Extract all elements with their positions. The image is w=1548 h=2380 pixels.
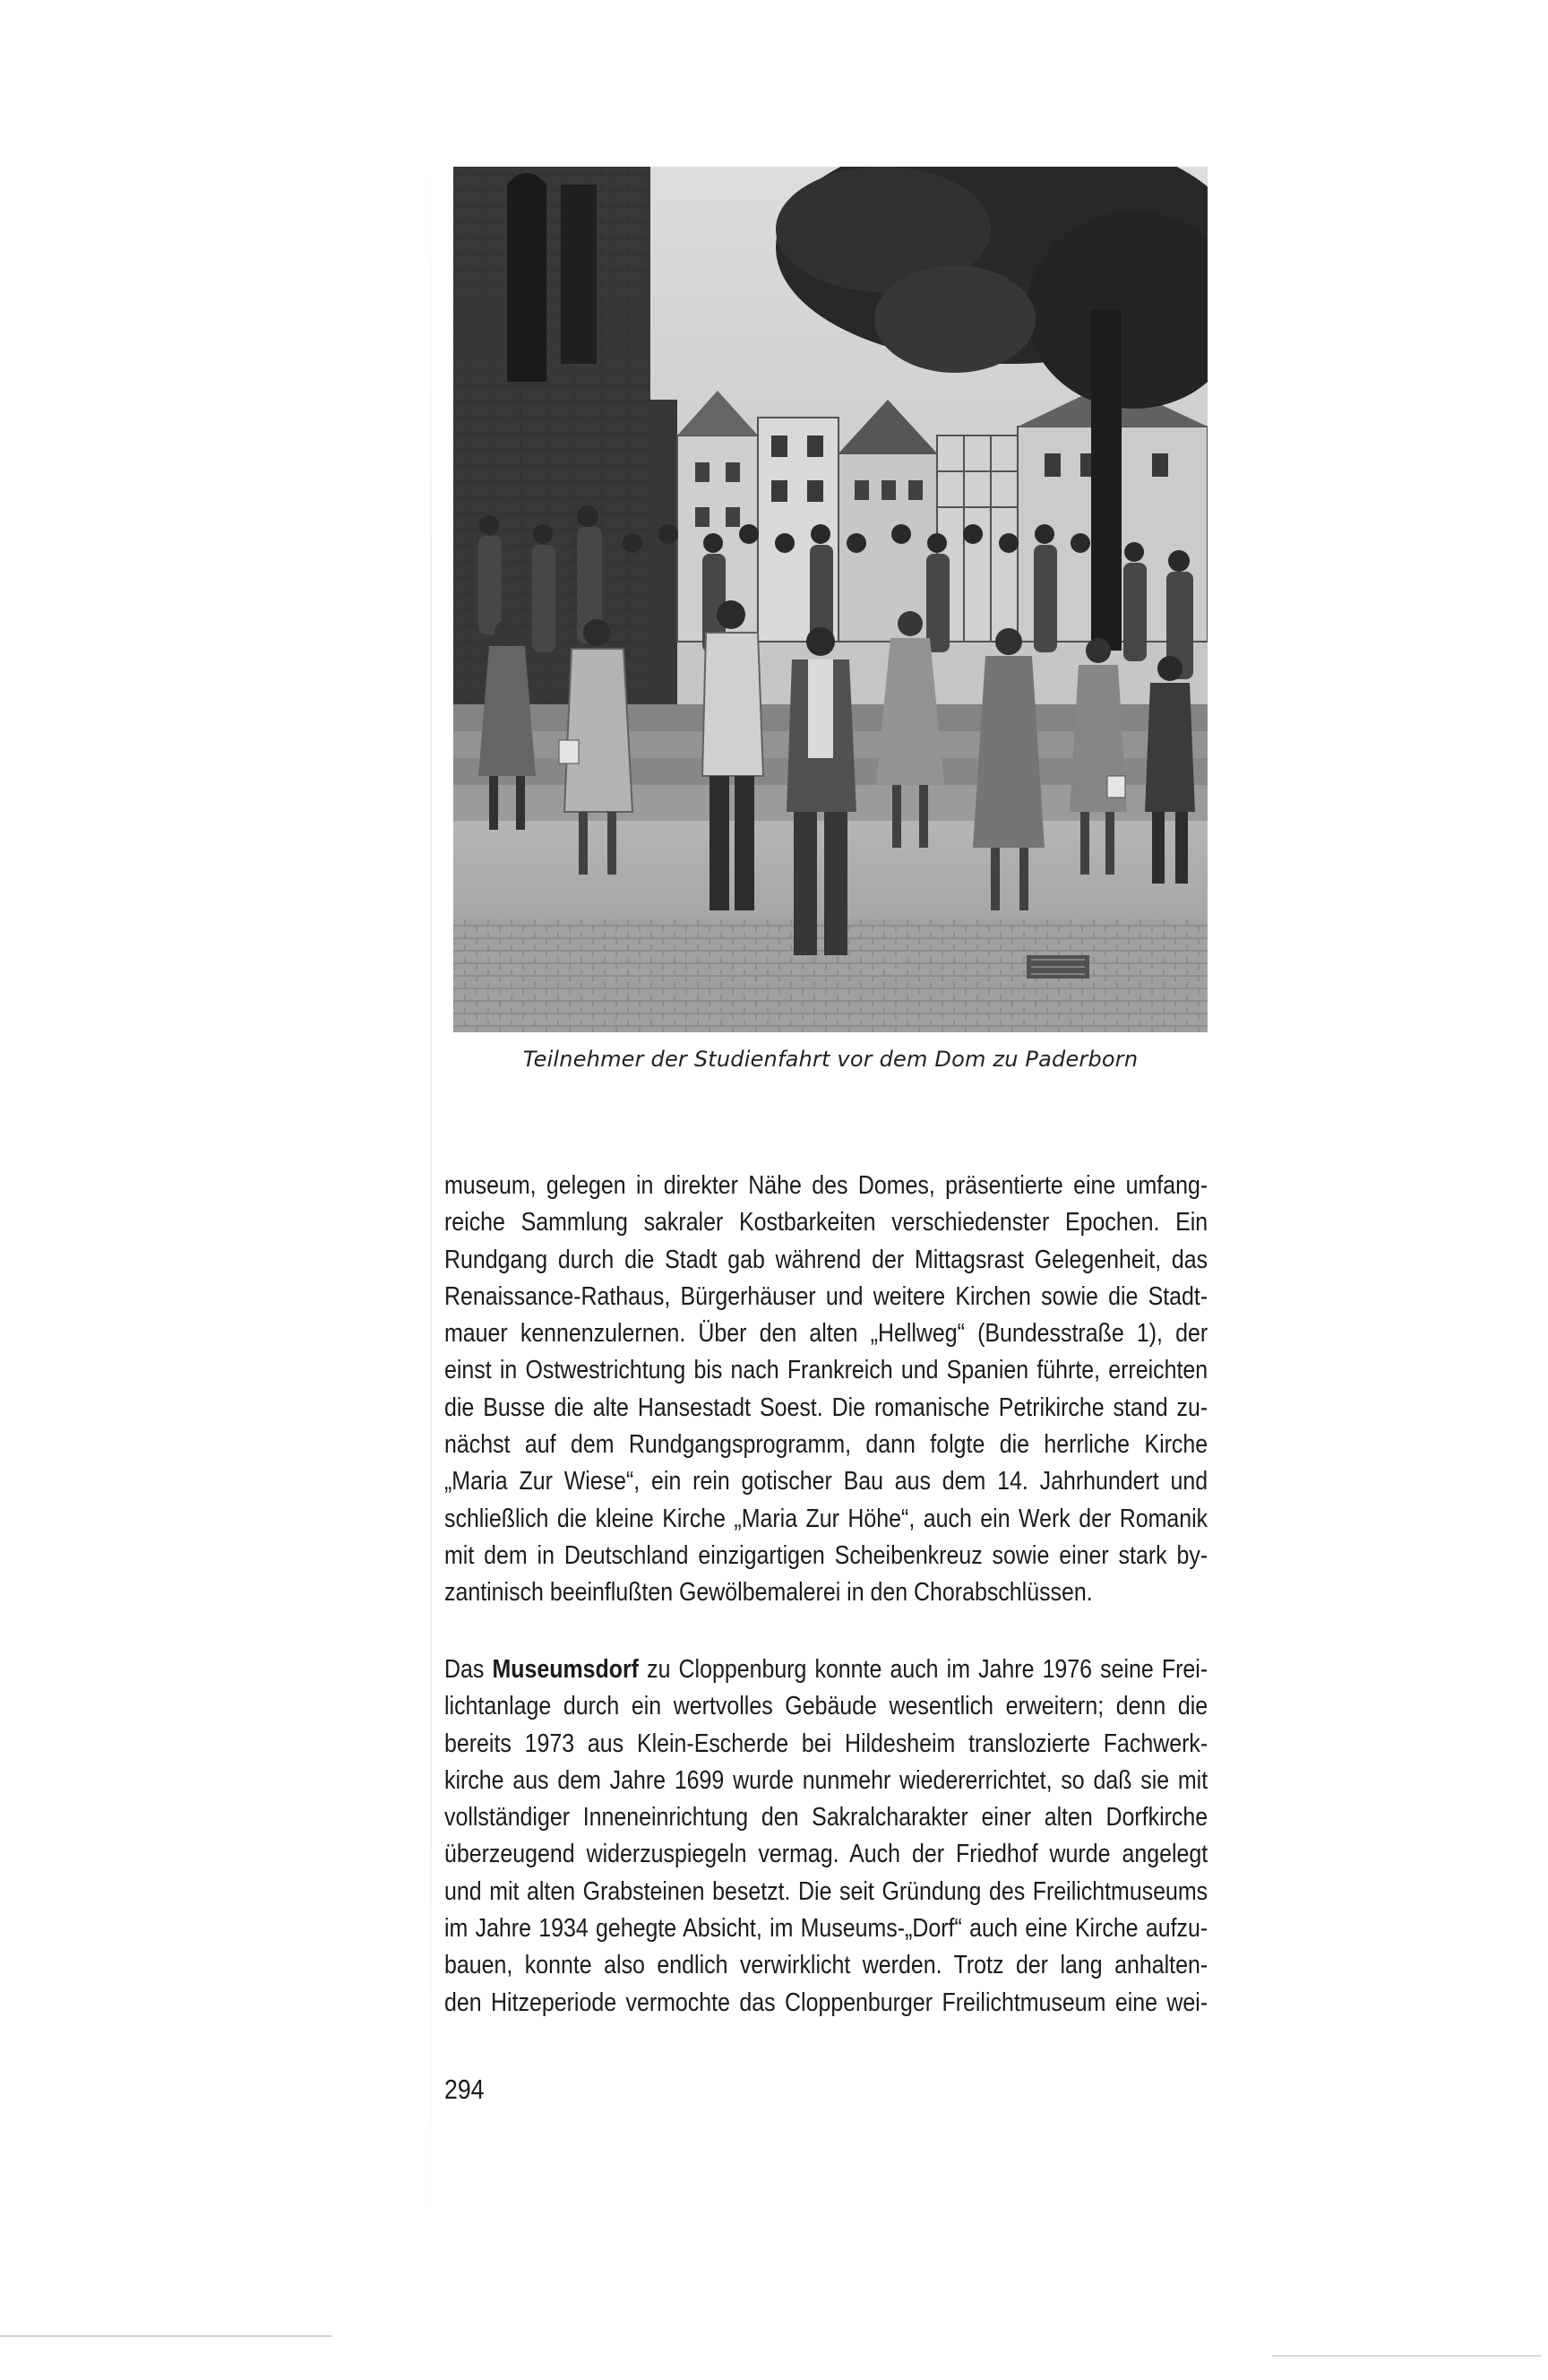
text-line: den Hitzeperiode vermochte das Cloppenburger Freilichtmuseum eine wei-	[444, 1988, 1208, 2017]
text-line: lichtanlage durch ein wertvolles Gebäude wesentlich erweitern; denn die	[444, 1692, 1208, 1721]
text-line: nächst auf dem Rundgangsprogramm, dann folgte die herrliche Kirche	[444, 1430, 1208, 1460]
text-line: bauen, konnte also endlich verwirklicht werden. Trotz der lang anhalten-	[444, 1951, 1208, 1980]
text-line: vollständiger Inneneinrichtung den Sakralcharakter einer alten Dorfkirche	[444, 1803, 1208, 1832]
text-line: reiche Sammlung sakraler Kostbarkeiten verschiedenster Epochen. Ein	[444, 1208, 1208, 1237]
text-line: museum, gelegen in direkter Nähe des Domes, präsentierte eine umfang-	[444, 1171, 1208, 1200]
figure-caption: Teilnehmer der Studienfahrt vor dem Dom zu Paderborn	[522, 1047, 1139, 1072]
text-line-lead	[444, 1651, 1208, 1688]
text-line: Rundgang durch die Stadt gab während der Mittagsrast Gelegenheit, das	[444, 1245, 1208, 1274]
text-line: mauer kennenzulernen. Über den alten „Hellweg“ (Bundesstraße 1), der	[444, 1319, 1208, 1349]
text-line: einst in Ostwestrichtung bis nach Frankreich und Spanien führte, erreichten	[444, 1356, 1208, 1385]
text-line: „Maria Zur Wiese“, ein rein gotischer Bau aus dem 14. Jahrhundert und	[444, 1467, 1208, 1496]
lead-text: Das	[444, 1655, 493, 1684]
body-paragraph-2	[444, 1651, 1208, 2022]
keyword-museumsdorf: Museumsdorf	[492, 1655, 639, 1684]
photo-pilgrims-at-cathedral	[453, 167, 1208, 1032]
text-line: im Jahre 1934 gehegte Absicht, im Museums-„Dorf“ auch eine Kirche aufzu-	[444, 1914, 1208, 1944]
scan-edge	[430, 161, 432, 2222]
text-line: schließlich die kleine Kirche „Maria Zur Höhe“, auch ein Werk der Romanik	[444, 1504, 1208, 1533]
text-line: überzeugend widerzuspiegeln vermag. Auch der Friedhof wurde angelegt	[444, 1840, 1208, 1869]
text-line: kirche aus dem Jahre 1699 wurde nunmehr wiedererrichtet, so daß sie mit	[444, 1765, 1208, 1795]
text-line: zantinisch beeinflußten Gewölbemalerei in den Chorabschlüssen.	[444, 1578, 1093, 1608]
scan-artifact-line	[1272, 2355, 1541, 2357]
page-number: 294	[444, 2074, 485, 2105]
text-line: mit dem in Deutschland einzigartigen Scheibenkreuz sowie einer stark by-	[444, 1540, 1208, 1570]
text-line: Renaissance-Rathaus, Bürgerhäuser und weitere Kirchen sowie die Stadt-	[444, 1281, 1208, 1311]
photo-illustration	[453, 167, 1208, 1032]
lead-text-rest: zu Cloppenburg konnte auch im Jahre 1976 seine Frei-	[638, 1655, 1208, 1684]
text-line: bereits 1973 aus Klein-Escherde bei Hildesheim translozierte Fachwerk-	[444, 1729, 1208, 1758]
scan-artifact-line	[0, 2335, 331, 2337]
text-line: und mit alten Grabsteinen besetzt. Die seit Gründung des Freilichtmuseums	[444, 1876, 1208, 1906]
body-paragraph-1	[444, 1168, 1208, 1612]
text-line: die Busse die alte Hansestadt Soest. Die romanische Petrikirche stand zu-	[444, 1393, 1208, 1422]
